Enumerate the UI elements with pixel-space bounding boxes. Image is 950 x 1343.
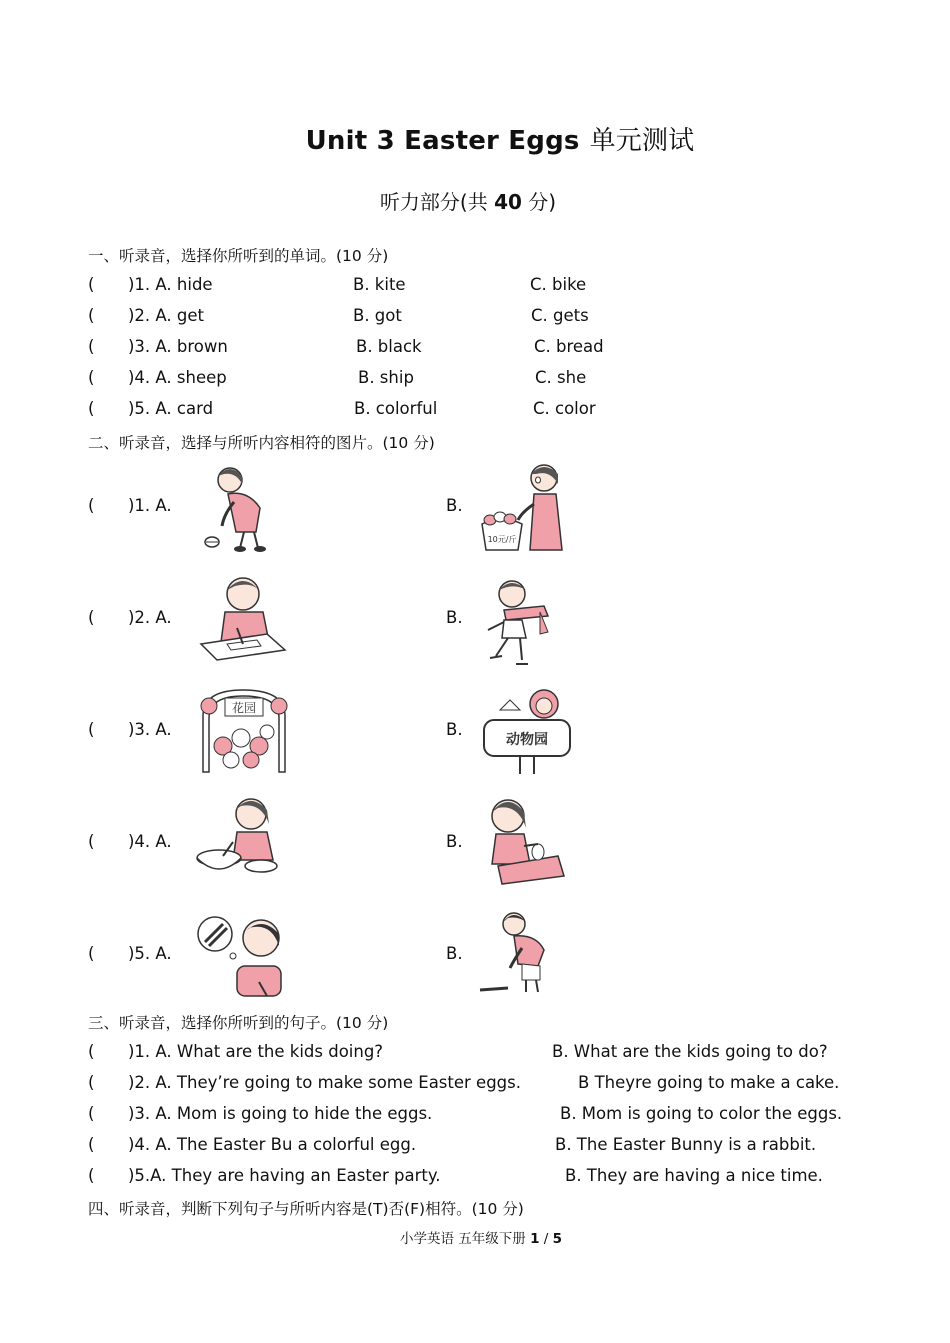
girl-thinking-pencils-picture (195, 912, 291, 998)
section3-heading: 三、听录音，选择你所听到的句子。(10 分) (88, 1014, 389, 1032)
egg-price-sign: 10元/斤 (487, 535, 517, 544)
listening-part-heading: 听力部分(共 40 分) (379, 190, 557, 214)
section4-heading: 四、听录音，判断下列句子与所听内容是(T)否(F)相符。(10 分) (88, 1200, 524, 1218)
girl-buying-eggs-picture (478, 462, 568, 554)
girl-hiding-egg-picture (200, 462, 280, 554)
page-number: 1 (530, 1231, 540, 1247)
girl-coloring-egg-picture (478, 794, 566, 886)
garden-gate-picture (195, 686, 293, 776)
section2-heading: 二、听录音，选择与所听内容相符的图片。(10 分) (88, 434, 435, 452)
zoo-sign: 动物园 (506, 732, 548, 748)
girl-making-cake-picture (195, 794, 283, 882)
boy-ice-skating-picture (482, 576, 554, 668)
section1-heading: 一、听录音，选择你所听到的单词。(10 分) (88, 247, 389, 265)
boy-writing-card-picture (197, 572, 289, 664)
boy-hiding-egg-picture (478, 910, 554, 996)
zoo-sign-picture (480, 686, 574, 776)
page-title (0, 120, 950, 157)
page-total: 5 (552, 1231, 563, 1247)
worksheet-page: Unit 3 Easter Eggs 单元测试 听力部分(共 40 分) 一、听录音，选择你所听到的单词。(10 分) ( )1. A. hide B. kite C. bike ( )2. A. get B. got C. gets ( )3. A. brown B. black C. bread ( )4. A. sheep B. ship C. she ( )5. A. card B. colorful C. color 二、听录音，选择与所听内容相符的图片。(10 分) ( )1. A. B. 10元/斤 ( )2. A. B. ( )3. A. B. 花园 动物园 ( )4. A. B. ( )5. A. B. 三、听录音，选择你所听到的句子。(10 分) ( )1. A. What are the kids doing? B. What are the kids going to do? ( )2. A. They’re going to make some Easter eggs. B Theyre going to make a cake. ( )3. A. Mom is going to hide the eggs. B. Mom is going to color the eggs. ( )4. A. The Easter Bu a colorful egg. B. The Easter Bunny is a rabbit. ( )5.A. They are having an Easter party. B. They are having a nice time. 四、听录音，判断下列句子与所听内容是(T)否(F)相符。(10 分) 小学英语 五年级下册 1 / 5 (0, 0, 950, 1343)
garden-sign: 花园 (231, 701, 257, 715)
title-chinese: 单元测试 (589, 126, 695, 156)
page-footer: 小学英语 五年级下册 1 / 5 (399, 1231, 563, 1247)
title-english: Unit 3 Easter Eggs (305, 126, 580, 156)
